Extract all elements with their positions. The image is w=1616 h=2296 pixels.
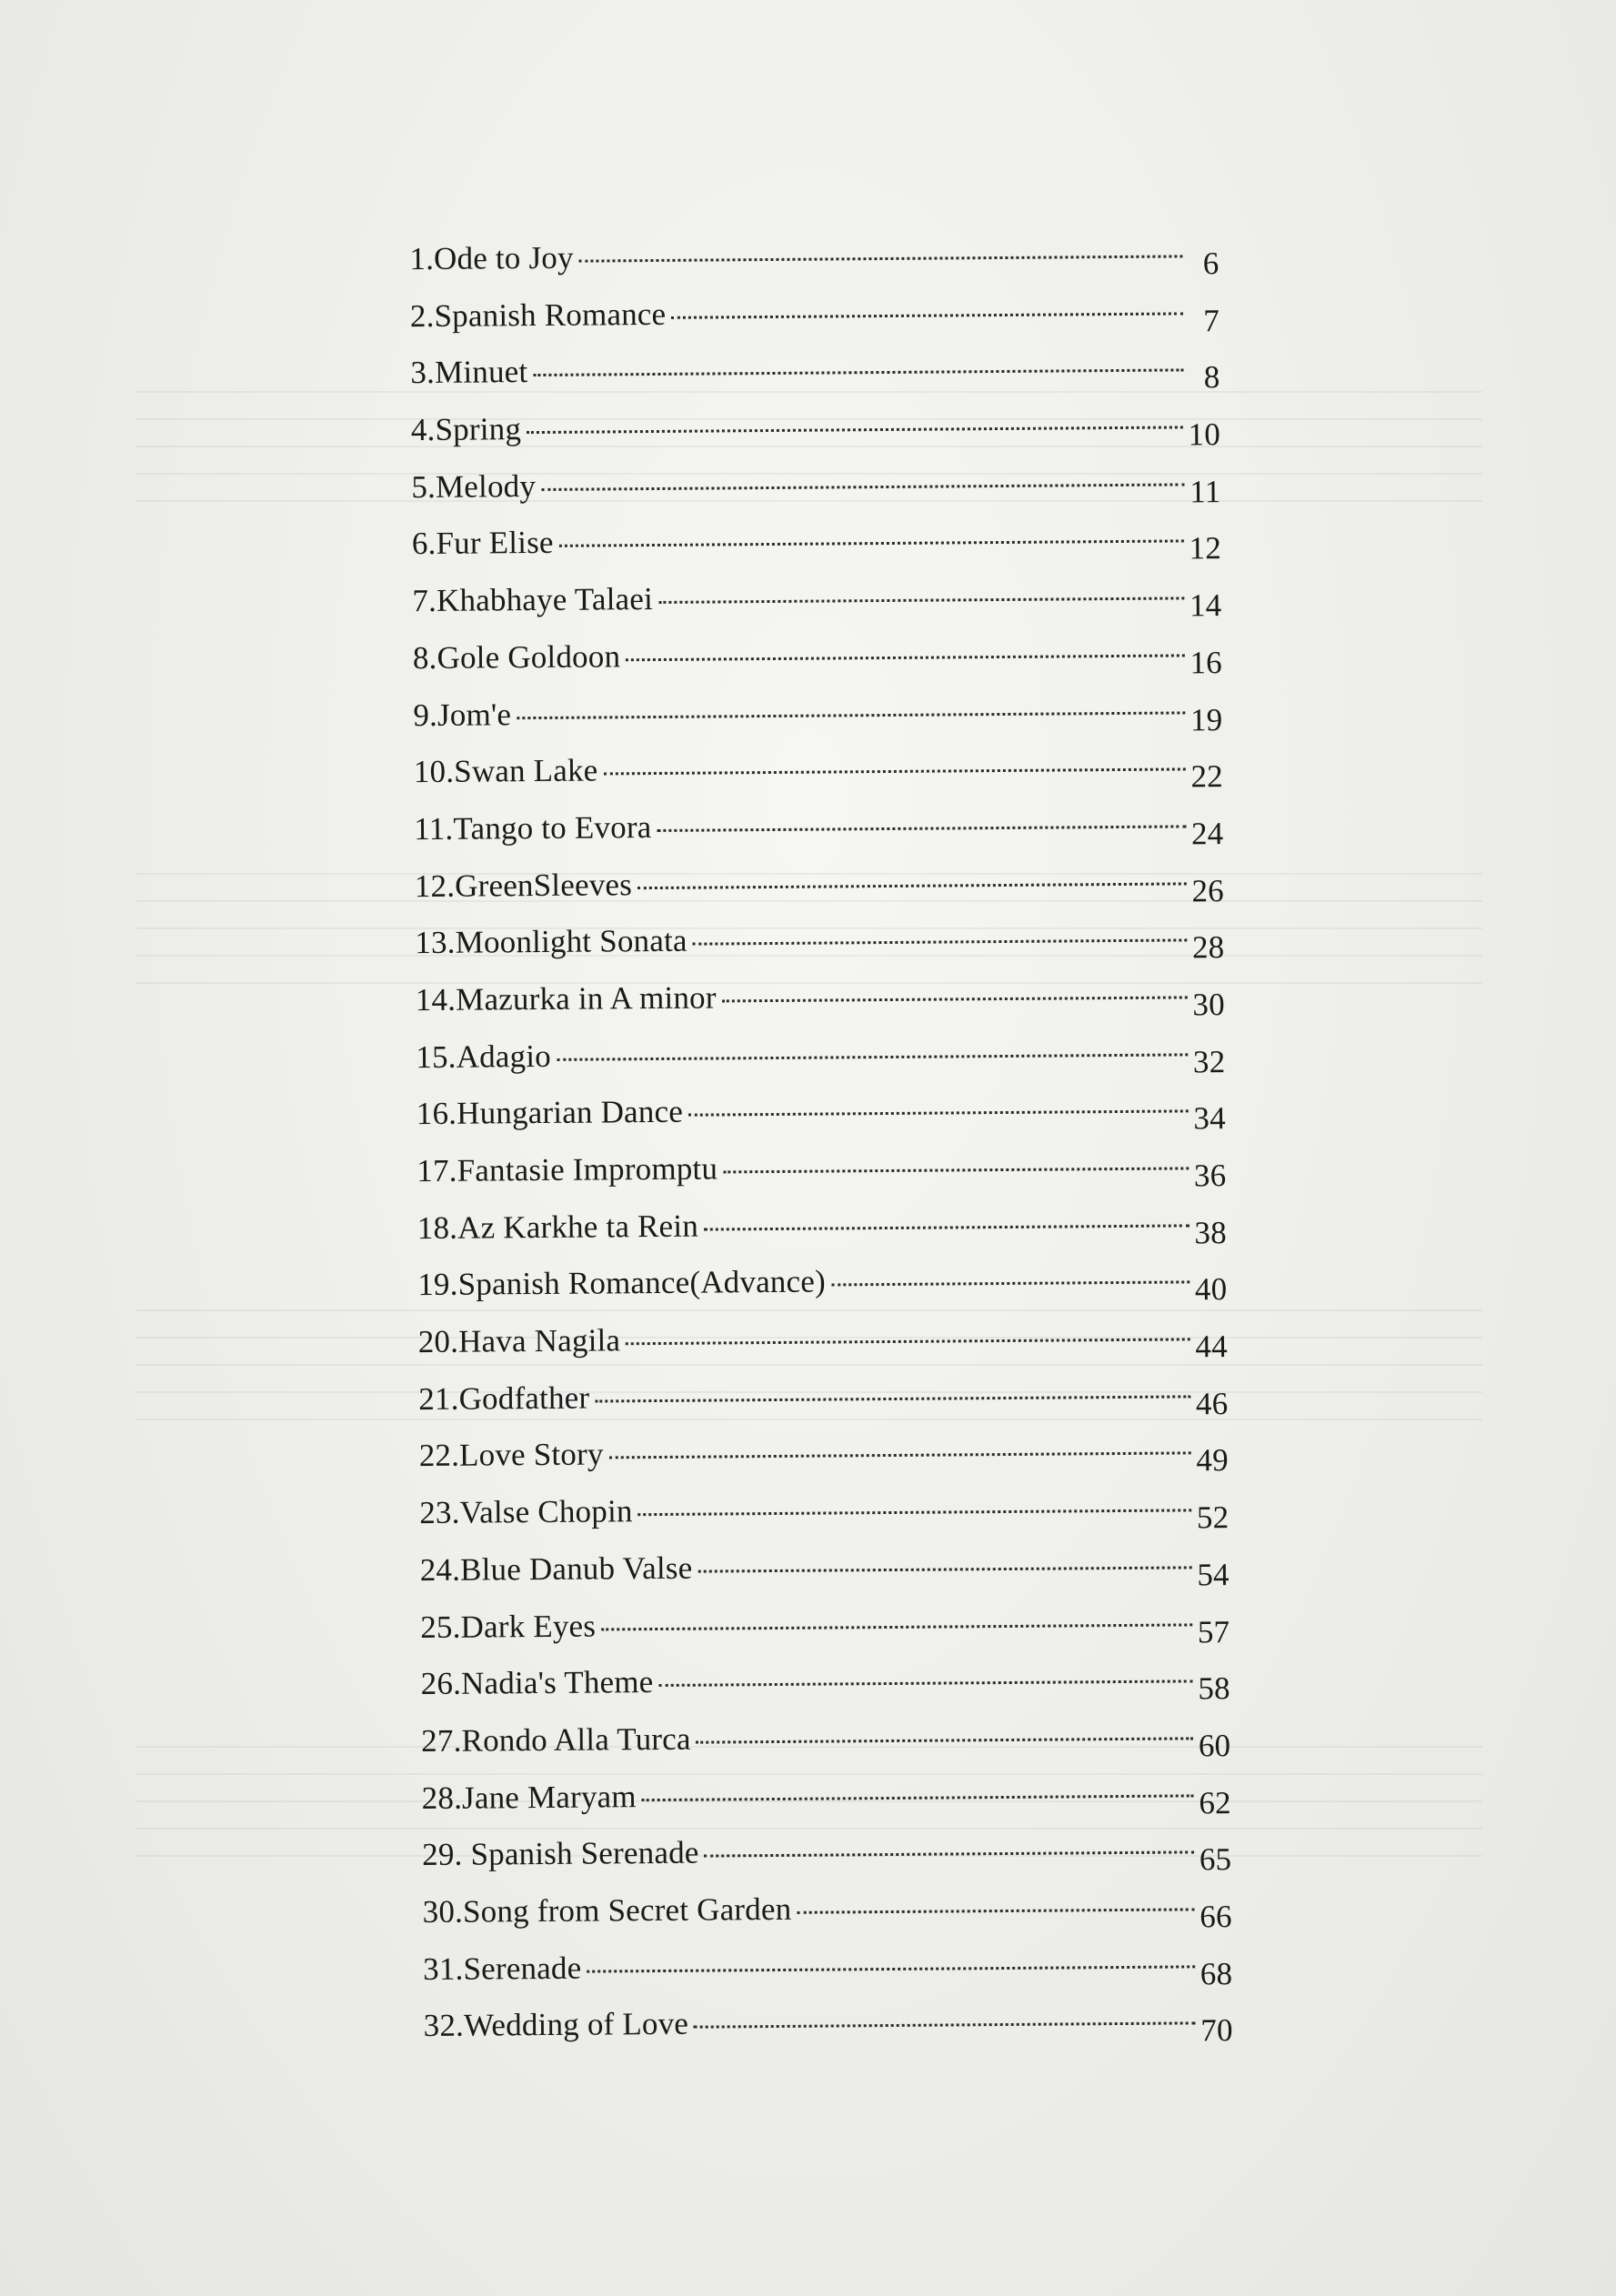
dot-leader — [694, 2022, 1195, 2029]
dot-leader — [638, 1509, 1191, 1517]
dot-leader — [697, 1737, 1193, 1743]
dot-leader — [601, 1623, 1192, 1630]
toc-entry-title: 19.Spanish Romance(Advance) — [417, 1263, 827, 1303]
dot-leader — [688, 1110, 1188, 1117]
toc-entry-page-number: 52 — [1196, 1499, 1230, 1536]
toc-entry — [420, 1546, 1230, 1609]
toc-entry-title: 18.Az Karkhe ta Rein — [417, 1208, 699, 1246]
toc-entry-page-number: 12 — [1189, 530, 1222, 566]
toc-entry-title: 22.Love Story — [418, 1436, 604, 1474]
dot-leader — [671, 312, 1183, 318]
dot-leader — [533, 369, 1183, 377]
dot-leader — [704, 1224, 1189, 1230]
toc-entry — [410, 348, 1220, 412]
toc-entry-title: 15.Adagio — [416, 1038, 552, 1075]
toc-entry — [417, 1260, 1227, 1324]
toc-entry-title: 1.Ode to Joy — [409, 239, 574, 277]
toc-entry-page-number: 28 — [1191, 929, 1225, 966]
toc-entry — [419, 1432, 1229, 1496]
toc-entry-title: 3.Minuet — [410, 354, 528, 391]
toc-entry-page-number: 22 — [1190, 758, 1224, 795]
toc-entry-title: 29. Spanish Serenade — [422, 1834, 699, 1873]
toc-entry — [418, 1375, 1228, 1439]
dot-leader — [658, 1680, 1192, 1688]
dot-leader — [722, 996, 1188, 1002]
toc-entry-title: 10.Swan Lake — [413, 752, 598, 790]
toc-entry-page-number: 32 — [1192, 1043, 1226, 1079]
toc-entry-page-number: 6 — [1202, 246, 1220, 282]
toc-entry-title: 31.Serenade — [423, 1950, 582, 1987]
toc-entry-page-number: 46 — [1195, 1385, 1229, 1422]
dot-leader — [637, 882, 1186, 889]
dot-leader — [642, 1794, 1194, 1801]
toc-entry-page-number: 38 — [1194, 1214, 1227, 1251]
toc-entry-page-number: 26 — [1191, 872, 1225, 908]
toc-entry-page-number: 19 — [1189, 701, 1223, 737]
toc-entry-title: 28.Jane Maryam — [421, 1778, 637, 1816]
toc-entry-page-number: 68 — [1199, 1955, 1233, 1991]
dot-leader — [517, 711, 1185, 719]
toc-entry-title: 12.GreenSleeves — [414, 866, 633, 904]
toc-entry-page-number: 40 — [1194, 1271, 1228, 1308]
dot-leader — [698, 1566, 1191, 1572]
toc-entry-title: 24.Blue Danub Valse — [419, 1549, 693, 1588]
toc-entry-title: 5.Melody — [411, 467, 537, 505]
dot-leader — [609, 1452, 1191, 1459]
toc-entry — [417, 1089, 1226, 1153]
toc-entry-page-number: 54 — [1197, 1556, 1230, 1593]
toc-entry-title: 23.Valse Chopin — [419, 1493, 633, 1531]
toc-entry — [412, 577, 1221, 640]
toc-entry — [422, 1830, 1231, 1894]
dot-leader — [595, 1395, 1190, 1402]
toc-entry — [411, 463, 1220, 526]
toc-entry-page-number: 8 — [1203, 359, 1220, 396]
dot-leader — [603, 768, 1185, 776]
toc-entry-page-number: 30 — [1192, 987, 1226, 1023]
dot-leader — [658, 597, 1184, 605]
dot-leader — [559, 540, 1184, 547]
toc-entry — [413, 634, 1222, 697]
toc-entry-title: 7.Khabhaye Talaei — [412, 581, 654, 619]
dot-leader — [705, 1851, 1194, 1858]
toc-entry-title: 32.Wedding of Love — [423, 2006, 689, 2044]
toc-entry — [412, 520, 1221, 584]
toc-entry-page-number: 58 — [1198, 1670, 1230, 1707]
toc-entry-page-number: 34 — [1193, 1100, 1227, 1137]
toc-entry-title: 17.Fantasie Impromptu — [417, 1150, 718, 1189]
toc-entry-title: 6.Fur Elise — [411, 525, 554, 562]
toc-entry-title: 14.Mazurka in A minor — [415, 979, 717, 1018]
toc-entry-title: 2.Spanish Romance — [409, 296, 667, 334]
toc-entry — [421, 1659, 1230, 1723]
toc-entry-page-number: 36 — [1193, 1158, 1227, 1194]
toc-entry-title: 8.Gole Goldoon — [412, 638, 621, 676]
toc-entry — [417, 1204, 1227, 1268]
toc-entry-title: 13.Moonlight Sonata — [415, 922, 688, 961]
toc-entry — [419, 1489, 1229, 1552]
toc-entry-title: 30.Song from Secret Garden — [422, 1890, 792, 1930]
toc-entry-page-number: 7 — [1203, 302, 1220, 338]
toc-entry — [410, 292, 1220, 356]
toc-entry-page-number: 70 — [1200, 2012, 1233, 2049]
toc-entry-title: 25.Dark Eyes — [420, 1608, 597, 1645]
dot-leader — [626, 1338, 1189, 1345]
toc-entry-title: 4.Spring — [410, 411, 522, 448]
toc-entry — [416, 1033, 1225, 1097]
toc-entry — [417, 1147, 1226, 1210]
dot-leader — [557, 1053, 1188, 1060]
toc-entry — [411, 406, 1220, 469]
toc-entry — [422, 1774, 1231, 1838]
dot-leader — [626, 654, 1184, 661]
toc-entry — [414, 747, 1223, 811]
dot-leader — [797, 1908, 1194, 1913]
toc-entry-page-number: 49 — [1196, 1442, 1229, 1479]
toc-entry-title: 21.Godfather — [418, 1379, 590, 1417]
dot-leader — [579, 255, 1183, 262]
dot-leader — [657, 825, 1185, 832]
dot-leader — [831, 1281, 1189, 1287]
toc-list — [409, 235, 1233, 2065]
toc-entry — [423, 1945, 1232, 2009]
toc-entry-page-number: 66 — [1199, 1899, 1232, 1935]
dot-leader — [723, 1167, 1189, 1173]
toc-entry — [421, 1717, 1230, 1780]
toc-entry-title: 27.Rondo Alla Turca — [421, 1720, 691, 1759]
toc-entry — [414, 805, 1223, 868]
toc-entry — [420, 1603, 1230, 1667]
toc-entry-page-number: 44 — [1195, 1328, 1228, 1365]
toc-entry-title: 26.Nadia's Theme — [420, 1664, 654, 1702]
toc-entry-title: 9.Jom'e — [413, 696, 512, 733]
toc-entry-page-number: 14 — [1189, 587, 1222, 624]
toc-entry — [423, 1888, 1232, 1951]
toc-entry-page-number: 57 — [1197, 1613, 1230, 1649]
dot-leader — [693, 939, 1187, 946]
toc-entry-page-number: 16 — [1189, 644, 1223, 681]
toc-entry-page-number: 11 — [1189, 473, 1221, 510]
dot-leader — [527, 426, 1182, 435]
toc-entry-page-number: 10 — [1188, 416, 1221, 453]
dot-leader — [587, 1965, 1194, 1972]
toc-entry-page-number: 24 — [1190, 815, 1224, 852]
toc-entry-title: 20.Hava Nagila — [417, 1322, 621, 1360]
toc-entry — [415, 862, 1224, 926]
toc-entry — [424, 2001, 1233, 2065]
toc-entry-page-number: 65 — [1199, 1841, 1232, 1878]
toc-entry — [413, 691, 1222, 755]
toc-entry-page-number: 62 — [1199, 1784, 1231, 1820]
toc-entry — [418, 1318, 1228, 1381]
toc-entry — [409, 235, 1219, 298]
toc-entry-page-number: 60 — [1198, 1727, 1231, 1764]
toc-entry-title: 16.Hungarian Dance — [416, 1094, 684, 1132]
toc-entry-title: 11.Tango to Evora — [414, 808, 652, 847]
toc-entry — [416, 976, 1225, 1039]
dot-leader — [541, 483, 1184, 491]
toc-entry — [415, 918, 1224, 982]
